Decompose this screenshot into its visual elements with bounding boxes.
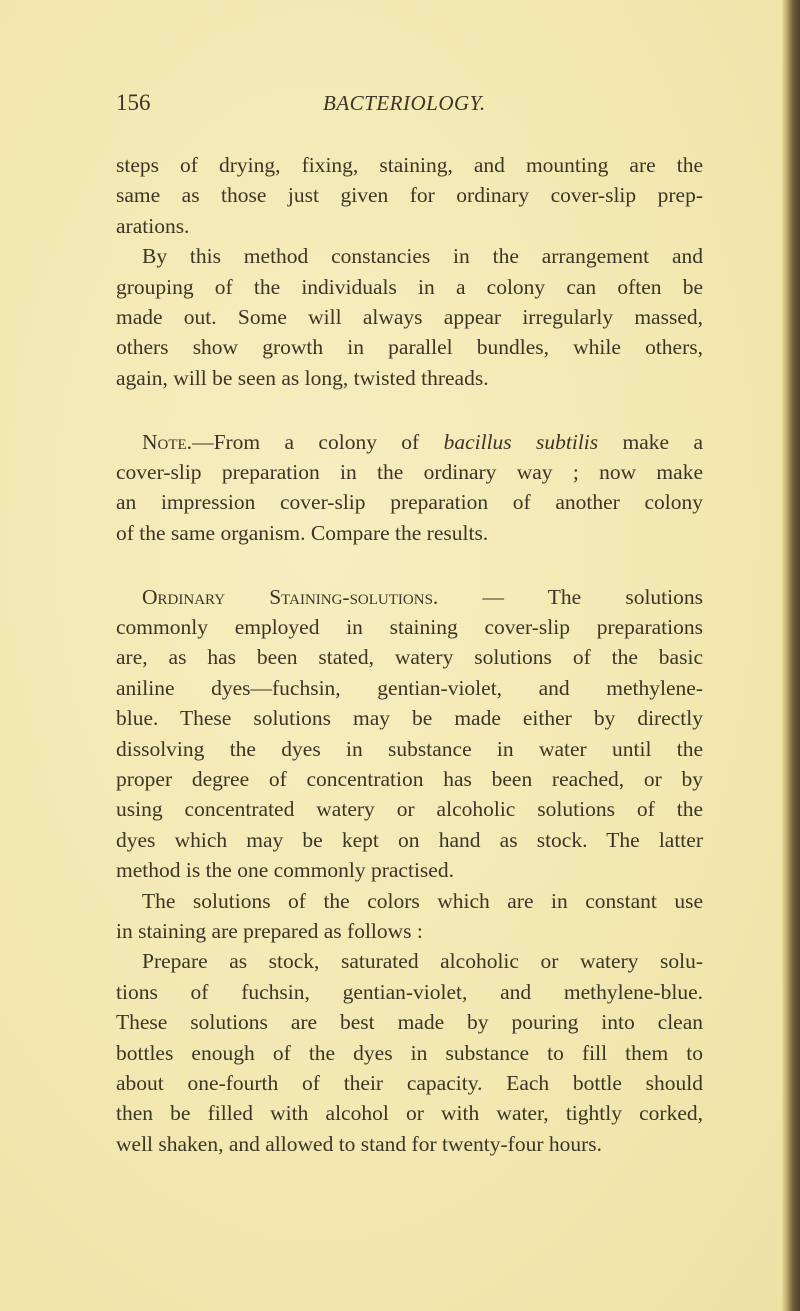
text-span: make a: [598, 429, 703, 454]
text-line: method is the one commonly practised.: [116, 858, 454, 883]
text-line: in staining are prepared as follows :: [116, 919, 423, 944]
text-span: —From a colony of: [192, 429, 444, 454]
text-line: dissolving the dyes in substance in water until the: [116, 736, 703, 761]
text-line: made out. Some will always appear irregularly massed,: [116, 305, 703, 329]
text-line: using concentrated watery or alcoholic solutions of the: [116, 797, 703, 822]
text-line: proper degree of concentration has been reached, or by: [116, 767, 703, 792]
text-line: well shaken, and allowed to stand for twenty-four hours.: [116, 1131, 603, 1156]
text-line: an impression cover-slip preparation of another colony: [116, 490, 703, 515]
text-line: Prepare as stock, saturated alcoholic or watery solu-: [142, 949, 703, 974]
text-line: again, will be seen as long, twisted threads.: [116, 365, 489, 390]
text-line: [116, 582, 703, 612]
section-heading: Note.: [142, 429, 193, 454]
text-line: steps of drying, fixing, staining, and mounting are the: [116, 153, 703, 177]
text-line: same as those just given for ordinary cover-slip prep-: [116, 183, 703, 208]
text-line: about one-fourth of their capacity. Each bottle should: [116, 1071, 703, 1096]
text-line: dyes which may be kept on hand as stock. The latter: [116, 827, 703, 852]
text-line: bottles enough of the dyes in substance to fill them to: [116, 1040, 703, 1065]
text-line: blue. These solutions may be made either by directly: [116, 706, 703, 731]
text-line: are, as has been stated, watery solutions of the basic: [116, 645, 703, 670]
text-line: grouping of the individuals in a colony can often be: [116, 274, 703, 299]
text-line: of the same organism. Compare the results.: [116, 520, 489, 545]
text-line: others show growth in parallel bundles, while others,: [116, 335, 703, 360]
page-number: 156: [116, 90, 151, 115]
text-span: — The solutions: [438, 584, 703, 609]
text-line: tions of fuchsin, gentian-violet, and methylene-blue.: [116, 979, 703, 1004]
text-line: cover-slip preparation in the ordinary way ; now make: [116, 460, 703, 485]
text-line: aniline dyes—fuchsin, gentian-violet, and methylene-: [116, 675, 703, 700]
book-binding-edge: [782, 0, 800, 1311]
text-line: These solutions are best made by pouring into clean: [116, 1010, 703, 1035]
text-line: commonly employed in staining cover-slip preparations: [116, 615, 703, 640]
italic-term: bacillus subtilis: [443, 429, 599, 454]
section-heading: Ordinary Staining-solutions.: [142, 584, 439, 609]
text-line: [116, 427, 703, 457]
text-line: then be filled with alcohol or with water, tightly corked,: [116, 1101, 703, 1126]
text-line: By this method constancies in the arrangement and: [142, 244, 703, 269]
running-title: BACTERIOLOGY.: [323, 91, 486, 115]
text-line: arations.: [116, 213, 190, 238]
text-line: The solutions of the colors which are in constant use: [142, 888, 703, 913]
